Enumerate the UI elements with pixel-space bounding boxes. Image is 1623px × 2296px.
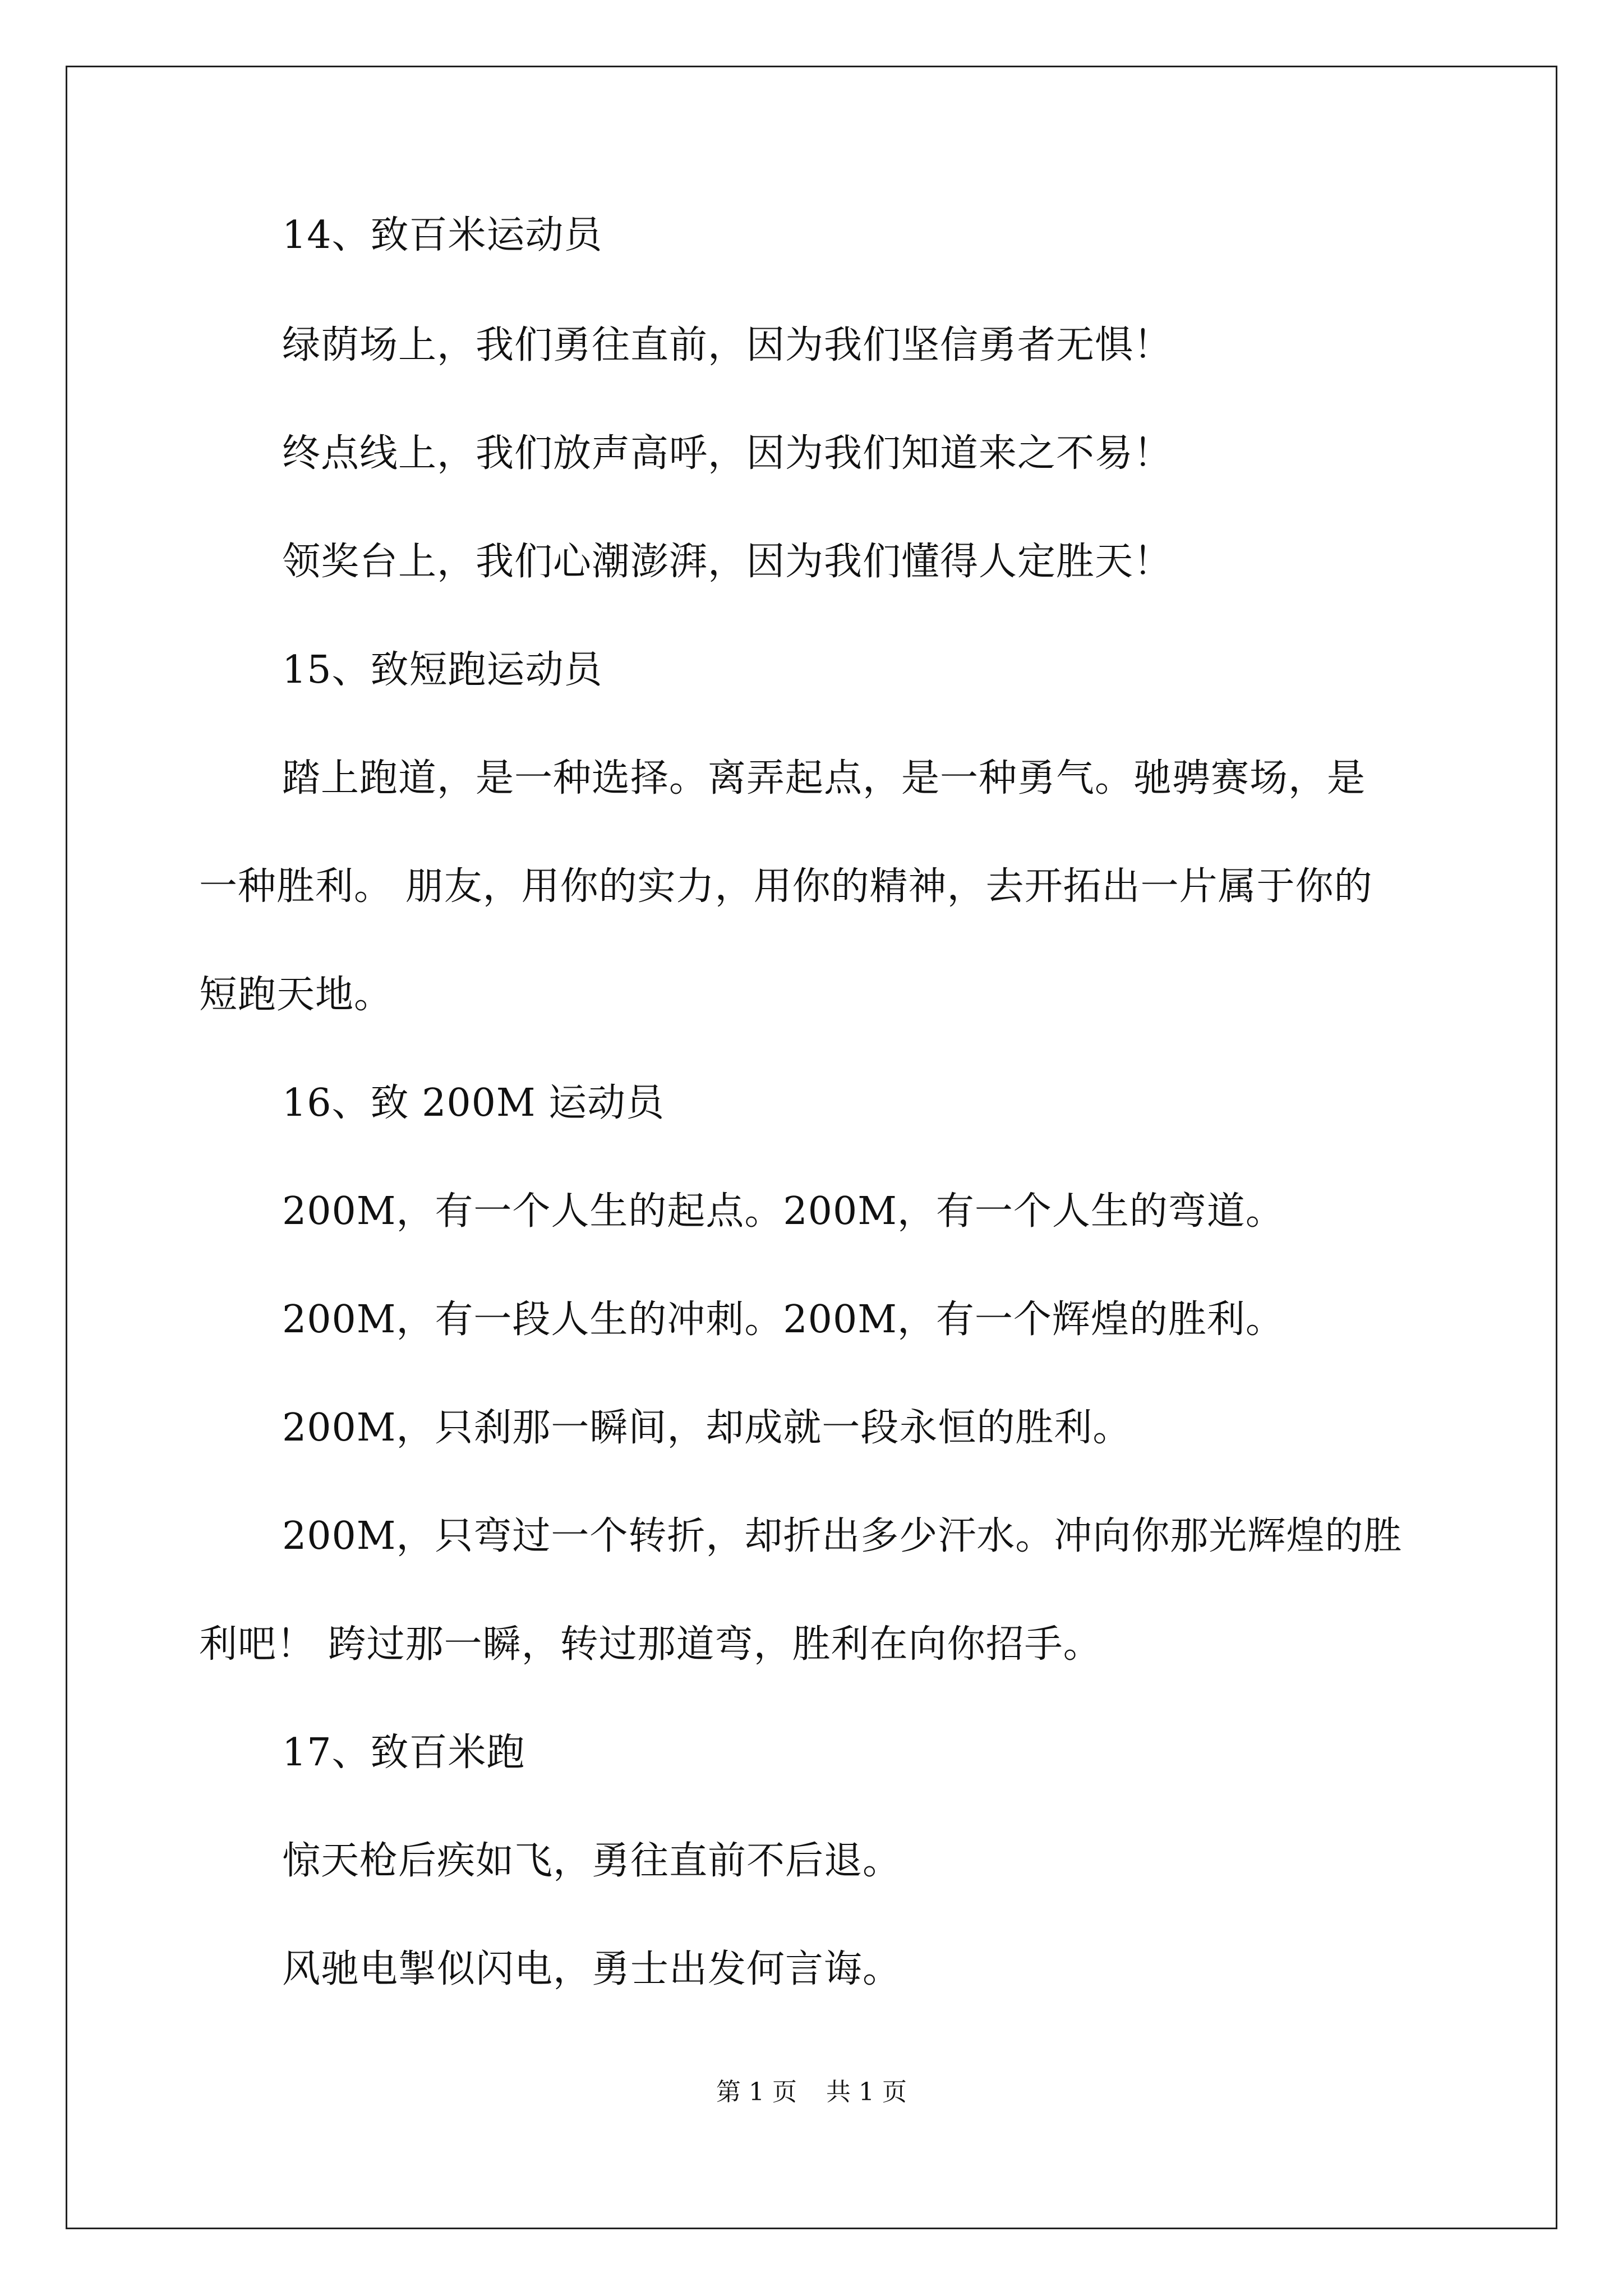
paragraph-line: 利吧！ 跨过那一瞬，转过那道弯，胜利在向你招手。 — [199, 1622, 1102, 1667]
heading-17: 17、致百米跑 — [282, 1731, 525, 1775]
paragraph-line: 短跑天地。 — [199, 973, 393, 1017]
heading-14: 14、致百米运动员 — [282, 213, 603, 257]
heading-15: 15、致短跑运动员 — [282, 648, 603, 692]
page-footer — [0, 2076, 1623, 2109]
paragraph-line: 惊天枪后疾如飞，勇往直前不后退。 — [282, 1839, 902, 1883]
paragraph-line: 风驰电掣似闪电，勇士出发何言诲。 — [282, 1947, 902, 1991]
paragraph-line: 200M，有一个人生的起点。200M，有一个人生的弯道。 — [282, 1189, 1284, 1234]
paragraph-line: 领奖台上，我们心潮澎湃，因为我们懂得人定胜天！ — [282, 540, 1173, 584]
page-number: 第 1 页 — [716, 2078, 797, 2106]
paragraph-line: 200M，只刹那一瞬间，却成就一段永恒的胜利。 — [282, 1406, 1132, 1450]
page-count: 共 1 页 — [826, 2078, 907, 2106]
paragraph-line: 一种胜利。 朋友，用你的实力，用你的精神，去开拓出一片属于你的 — [199, 864, 1373, 909]
heading-16: 16、致 200M 运动员 — [282, 1081, 665, 1125]
paragraph-line: 200M，只弯过一个转折，却折出多少汗水。冲向你那光辉煌的胜 — [282, 1514, 1403, 1558]
paragraph-line: 绿荫场上，我们勇往直前，因为我们坚信勇者无惧！ — [282, 323, 1173, 367]
page-border — [66, 66, 1557, 2229]
paragraph-line: 终点线上，我们放声高呼，因为我们知道来之不易！ — [282, 431, 1173, 476]
paragraph-line: 踏上跑道，是一种选择。离弄起点，是一种勇气。驰骋赛场，是 — [282, 756, 1366, 800]
paragraph-line: 200M，有一段人生的冲刺。200M，有一个辉煌的胜利。 — [282, 1297, 1284, 1342]
